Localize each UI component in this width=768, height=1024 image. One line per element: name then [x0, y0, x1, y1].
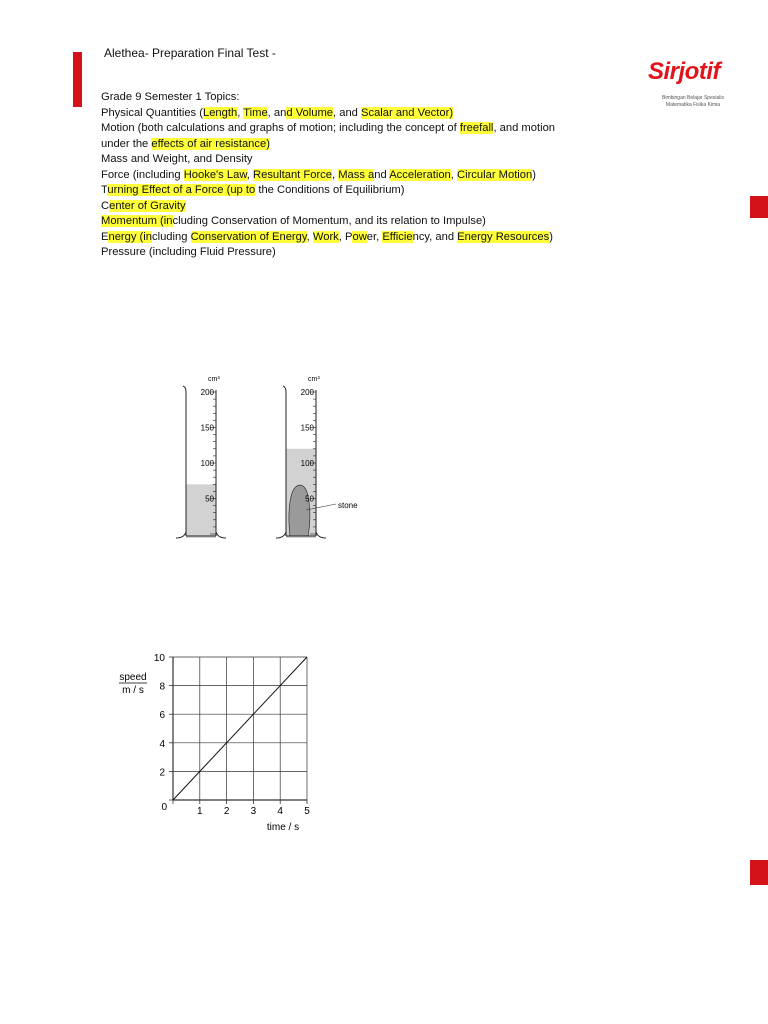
- y-tick-label: 10: [153, 653, 165, 664]
- y-tick-label: 4: [159, 738, 165, 750]
- topic-text: Motion (both calculations and graphs of motion; including the concept of: [101, 122, 460, 134]
- highlighted-text: urning Effect of a Force (up to: [107, 184, 256, 196]
- highlighted-text: Resultant Force: [253, 168, 332, 181]
- chart-series: [173, 657, 307, 800]
- topic-line: [101, 152, 555, 168]
- y-tick-label: 6: [159, 710, 165, 722]
- topic-line: [101, 183, 555, 199]
- topic-text: ,: [306, 230, 313, 243]
- topic-text: ncy, and: [412, 230, 458, 243]
- topic-line: [101, 199, 555, 215]
- logo-tagline-2: Matematika Fisika Kimia: [665, 102, 721, 108]
- cylinder-wall-left: [283, 386, 286, 536]
- topic-lines: [101, 106, 555, 261]
- scale-value: 200: [300, 388, 314, 397]
- highlighted-text: Work: [312, 230, 339, 243]
- highlighted-text: Conservation of Energy: [190, 230, 307, 243]
- highlighted-text: Momentum (in: [101, 215, 173, 227]
- highlighted-text: Scalar and Vector): [361, 106, 454, 119]
- topic-text: ,: [246, 168, 254, 181]
- topic-line: [101, 230, 555, 246]
- y-tick-label: 8: [159, 681, 165, 693]
- highlighted-text: ow: [352, 230, 367, 243]
- stone-label: stone: [338, 501, 358, 510]
- topic-text: , and: [333, 106, 362, 119]
- topic-text: under the: [101, 137, 152, 150]
- logo-wordmark: Sirjotif: [648, 58, 720, 85]
- y-tick-label: 2: [159, 767, 165, 779]
- highlighted-text: Hooke's Law: [183, 168, 247, 181]
- highlighted-text: Length: [202, 106, 238, 119]
- chart-ylabel-bottom: m / s: [122, 685, 144, 696]
- topic-text: , and motion: [493, 122, 556, 134]
- highlighted-text: enter of Gravity: [109, 199, 186, 212]
- topic-text: ): [532, 168, 536, 181]
- topic-text: ,: [331, 168, 339, 181]
- scale-value: 200: [200, 388, 214, 397]
- series-line: [173, 657, 307, 800]
- measuring-cylinders-figure: [160, 368, 380, 548]
- liquid: [186, 484, 216, 538]
- scale-value: 100: [300, 459, 314, 468]
- highlighted-text: Time: [243, 106, 268, 119]
- unit-label: cm³: [308, 376, 320, 383]
- topic-line: [101, 245, 555, 261]
- side-marker-top: [750, 196, 768, 218]
- topic-line: [101, 106, 555, 122]
- page-header-title: Alethea- Preparation Final Test -: [104, 46, 276, 60]
- scale-value: 150: [300, 423, 314, 433]
- x-tick-label: 5: [304, 806, 310, 817]
- topic-text: ,: [237, 106, 244, 119]
- cylinder-left: [176, 376, 226, 538]
- highlighted-text: Circular Motion: [457, 168, 533, 181]
- topic-line: [101, 168, 555, 184]
- accent-bar-left: [73, 52, 82, 107]
- highlighted-text: d: [286, 106, 296, 119]
- topic-text: , an: [267, 106, 287, 119]
- highlighted-text: Acceleration: [389, 168, 451, 181]
- topics-heading: Grade 9 Semester 1 Topics:: [101, 91, 240, 103]
- topic-text: , P: [338, 230, 353, 243]
- highlighted-text: Volume: [295, 106, 334, 119]
- brand-logo: [648, 58, 736, 110]
- highlighted-text: effects of air resistance): [151, 137, 270, 150]
- chart-ylabel-top: speed: [119, 672, 147, 683]
- side-marker-bottom: [750, 860, 768, 885]
- topic-text: C: [101, 199, 110, 212]
- speed-time-chart: [105, 645, 335, 840]
- x-tick-label: 2: [223, 806, 230, 817]
- chart-tick-labels: [154, 653, 310, 817]
- topic-text: ,: [450, 168, 457, 181]
- cylinder-wall-left: [183, 386, 186, 536]
- topic-text: Physical Quantities (: [101, 106, 203, 119]
- topic-text: T: [101, 184, 108, 196]
- topic-text: Force (including: [101, 168, 184, 181]
- highlighted-text: Energy Resources: [457, 230, 550, 243]
- topic-text: er,: [366, 230, 383, 243]
- x-tick-label: 3: [250, 806, 257, 817]
- topic-text: Pressure (including Fluid Pressure): [101, 246, 276, 258]
- highlighted-text: freefall: [459, 122, 494, 134]
- topics-list: [101, 90, 555, 261]
- scale-value: 50: [305, 494, 314, 504]
- topic-text: cluding Conservation of Momentum, and its relation to Impulse): [172, 215, 486, 227]
- topic-text: the Conditions of Equilibrium): [255, 184, 405, 196]
- highlighted-text: nergy (in: [108, 230, 152, 243]
- scale-value: 50: [205, 494, 214, 504]
- scale-value: 100: [200, 459, 214, 468]
- chart-xlabel: time / s: [266, 822, 300, 833]
- topic-text: Mass and Weight, and Density: [101, 153, 253, 165]
- highlighted-text: Mass a: [338, 168, 375, 181]
- unit-label: cm³: [208, 376, 220, 383]
- topic-line: [101, 137, 555, 153]
- x-tick-label: 4: [277, 806, 283, 817]
- logo-tagline-1: Bimbingan Belajar Spesialis: [662, 95, 724, 101]
- topic-text: nd: [374, 168, 390, 181]
- topic-line: [101, 121, 555, 137]
- stone-shape: [289, 485, 310, 536]
- cylinder-right: [276, 376, 358, 538]
- x-tick-label: 1: [197, 806, 203, 817]
- origin-label: 0: [161, 802, 167, 813]
- scale-value: 150: [200, 423, 214, 433]
- highlighted-text: Efficie: [382, 230, 413, 243]
- topic-text: E: [101, 230, 109, 243]
- topic-line: [101, 214, 555, 230]
- topic-text: cluding: [152, 230, 191, 243]
- topic-text: ): [549, 230, 553, 243]
